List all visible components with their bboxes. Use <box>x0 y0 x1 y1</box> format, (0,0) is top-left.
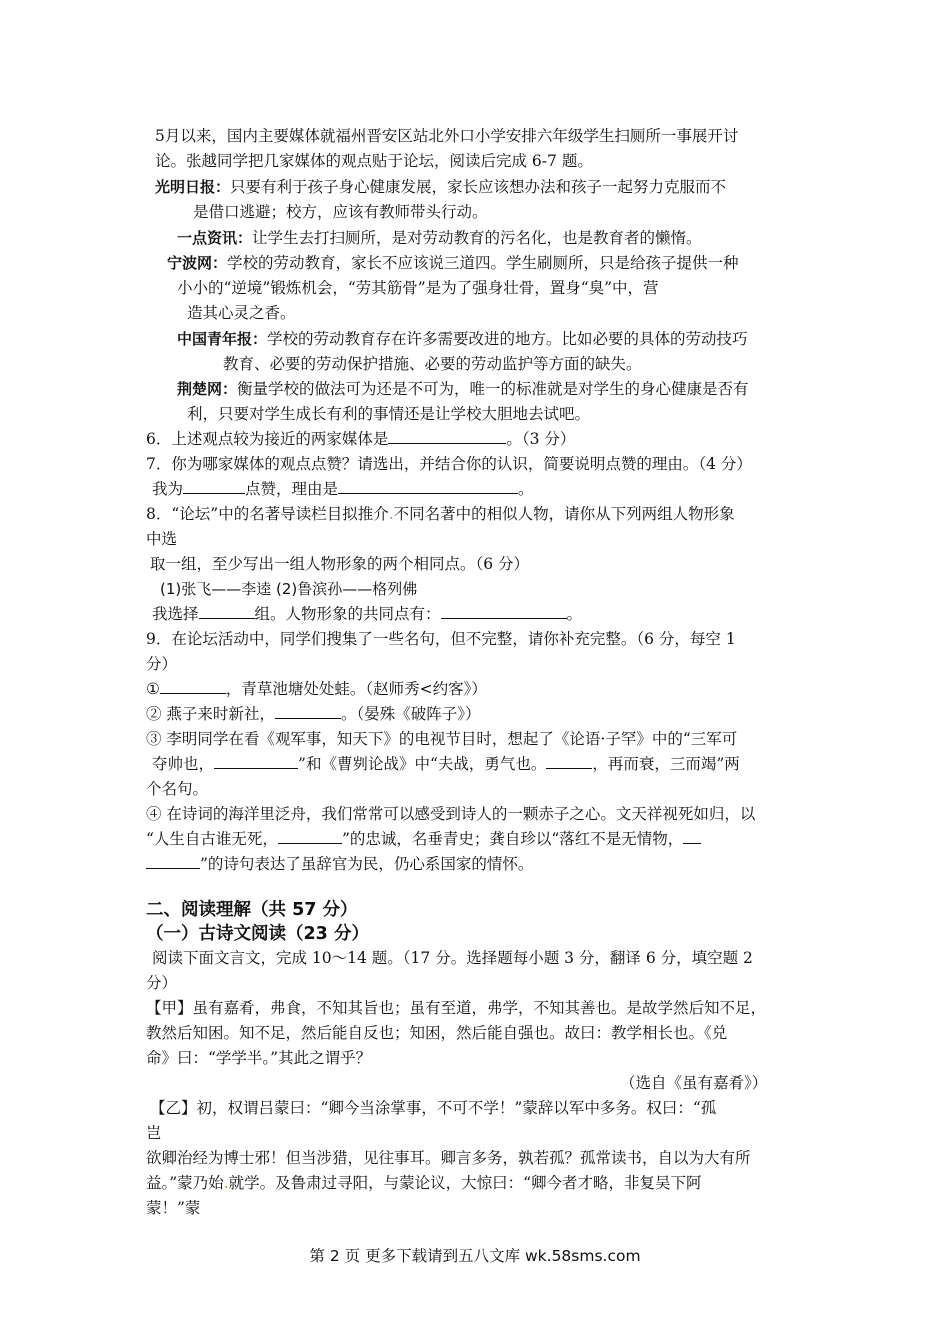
media-text: 让学生去打扫厕所，是对劳动教育的污名化，也是教育者的懒惰。 <box>252 229 702 247</box>
answer-blank[interactable] <box>214 753 298 769</box>
q8-line-2: 中选 <box>146 530 178 548</box>
passage-jia-line-2: 教然后知困。知不足，然后能自反也；知困，然后能自强也。故曰：教学相长也。《兑 <box>146 1024 728 1042</box>
q7-label: 点赞，理由是 <box>245 480 339 498</box>
marker-dot-icon: . <box>223 1174 229 1192</box>
q6-text: 6．上述观点较为接近的两家媒体是 <box>146 430 389 448</box>
q9-item-3-line-3: 个名句。 <box>146 780 209 798</box>
q7-answer-line <box>152 478 534 500</box>
item-text: 夺帅也， <box>152 755 215 773</box>
q7-label: 我为 <box>152 480 184 498</box>
item-text: ，再而衰，三而竭”两 <box>592 755 740 773</box>
q8-text: 8．“论坛”中的名著导读栏目拟推介 <box>146 505 389 523</box>
q8-answer-line <box>152 603 582 625</box>
answer-blank[interactable] <box>199 603 255 619</box>
section-title: 二、阅读理解（共 57 分） <box>146 900 358 920</box>
q9-item-4-line-2 <box>146 828 701 850</box>
media-name: 荆楚网： <box>177 380 238 398</box>
question-7: 7．你为哪家媒体的观点点赞？请选出，并结合你的认识，简要说明点赞的理由。（4 分） <box>146 455 752 473</box>
media-name: 光明日报： <box>155 178 231 196</box>
item-text: “人生自古谁无死， <box>146 830 278 848</box>
section-subtitle: （一）古诗文阅读（23 分） <box>146 924 369 944</box>
question-6 <box>146 428 575 450</box>
media-jingchu <box>177 378 749 400</box>
media-name: 宁波网： <box>167 254 228 272</box>
media-text: 是借口逃避；校方，应该有教师带头行动。 <box>193 203 488 221</box>
q6-score: 。（3 分） <box>506 430 576 448</box>
media-text: 衡量学校的做法可为还是不可为，唯一的标准就是对学生的身心健康是否有 <box>237 380 749 398</box>
media-guangming <box>155 176 726 198</box>
media-text: 教育、必要的劳动保护措施、必要的劳动监护等方面的缺失。 <box>223 355 642 373</box>
q9-item-3-line-2 <box>152 753 740 775</box>
item-text: ② 燕子来时新社， <box>146 705 275 723</box>
answer-blank[interactable] <box>183 478 245 494</box>
q9-line-2: 分） <box>146 655 178 673</box>
passage-jia-line-3: 命》曰：“学学半。”其此之谓乎？ <box>146 1049 372 1067</box>
passage-yi-line-5: 蒙！”蒙 <box>146 1199 201 1217</box>
media-name: 一点资讯： <box>177 229 253 247</box>
media-text: 只要有利于孩子身心健康发展，家长应该想办法和孩子一起努力克服而不 <box>230 178 727 196</box>
passage-yi-line-4 <box>146 1172 702 1194</box>
reading-instructions-2: 分） <box>146 974 178 992</box>
item-text: ，青草池塘处处蛙。（赵师秀<约客》） <box>225 680 487 698</box>
item-text: ”的忠诚，名垂青史；龚自珍以“落红不是无情物， <box>341 830 684 848</box>
media-text: 造其心灵之香。 <box>187 304 296 322</box>
intro-line-2: 论。张越同学把几家媒体的观点贴于论坛，阅读后完成 6-7 题。 <box>155 152 593 170</box>
media-text: 小小的“逆境”锻炼机会，“劳其筋骨”是为了强身壮骨，置身“臭”中，营 <box>177 279 659 297</box>
page-footer: 第 2 页 更多下载请到五八文库 wk.58sms.com <box>309 1247 641 1265</box>
media-name: 中国青年报： <box>177 330 268 348</box>
q8-options: (1)张飞——李逵 (2)鲁滨孙——格列佛 <box>160 580 418 598</box>
answer-blank[interactable] <box>146 853 200 869</box>
question-9: 9．在论坛活动中，同学们搜集了一些名句，但不完整，请你补充完整。（6 分，每空 1 <box>146 630 736 648</box>
answer-blank[interactable] <box>441 603 567 619</box>
answer-blank[interactable] <box>546 753 592 769</box>
answer-blank[interactable] <box>338 478 518 494</box>
q9-item-4-line-3 <box>146 853 533 875</box>
q9-item-1 <box>146 678 487 700</box>
q8-label: 组。人物形象的共同点有： <box>254 605 441 623</box>
q8-line-3: 取一组，至少写出一组人物形象的两个相同点。（6 分） <box>150 555 530 573</box>
answer-blank[interactable] <box>683 828 701 844</box>
question-8 <box>146 503 735 525</box>
item-text: 。（晏殊《破阵子》） <box>340 705 481 723</box>
answer-blank[interactable] <box>388 428 506 444</box>
item-text: ”的诗句表达了虽辞官为民，仍心系国家的情怀。 <box>200 855 534 873</box>
passage-yi-line-3: 欲卿治经为博士邪！但当涉猎，见往事耳。卿言多务，孰若孤？孤常读书，自以为大有所 <box>146 1149 751 1167</box>
item-number: ① <box>146 680 160 698</box>
answer-blank[interactable] <box>278 828 342 844</box>
marker-dot-icon: . <box>388 505 394 523</box>
q8-label: 我选择 <box>152 605 199 623</box>
q9-item-3: ③ 李明同学在看《观军事，知天下》的电视节目时，想起了《论语·子罕》中的“三军可 <box>146 730 738 748</box>
media-ningbo <box>167 252 739 274</box>
answer-blank[interactable] <box>160 678 226 694</box>
media-cyd <box>177 328 748 350</box>
reading-instructions: 阅读下面文言文，完成 10～14 题。（17 分。选择题每小题 3 分，翻译 6 分，填空题 2 <box>152 949 753 967</box>
q9-item-4: ④ 在诗词的海洋里泛舟，我们常常可以感受到诗人的一颗赤子之心。文天祥视死如归，以 <box>146 805 756 823</box>
passage-yi-line-2: 岂 <box>146 1124 162 1142</box>
media-text: 学校的劳动教育存在许多需要改进的地方。比如必要的具体的劳动技巧 <box>267 330 748 348</box>
media-yidian <box>177 227 702 249</box>
intro-line-1: 5月以来，国内主要媒体就福州晋安区站北外口小学安排六年级学生扫厕所一事展开讨 <box>155 127 739 145</box>
media-text: 利，只要对学生成长有利的事情还是让学校大胆地去试吧。 <box>187 405 591 423</box>
q8-label: 。 <box>566 605 583 623</box>
passage-text: 益。”蒙乃始 <box>146 1174 224 1192</box>
passage-yi-line-1: 【乙】初，权谓吕蒙曰：“卿今当涂掌事，不可不学！”蒙辞以军中多务。权曰：“孤 <box>150 1099 717 1117</box>
media-text: 学校的劳动教育，家长不应该说三道四。学生刷厕所，只是给孩子提供一种 <box>227 254 739 272</box>
answer-blank[interactable] <box>275 703 341 719</box>
q7-label: 。 <box>518 480 534 498</box>
q9-item-2 <box>146 703 480 725</box>
passage-text: 就学。及鲁肃过寻阳，与蒙论议，大惊曰：“卿今者才略，非复吴下阿 <box>228 1174 702 1192</box>
passage-source: （选自《虽有嘉肴》） <box>620 1074 768 1092</box>
item-text: ”和《曹刿论战》中“夫战，勇气也。 <box>298 755 547 773</box>
passage-jia-line-1: 【甲】虽有嘉肴，弗食，不知其旨也；虽有至道，弗学，不知其善也。是故学然后知不足， <box>146 999 767 1017</box>
q8-text: 不同名著中的相似人物，请你从下列两组人物形象 <box>393 505 735 523</box>
